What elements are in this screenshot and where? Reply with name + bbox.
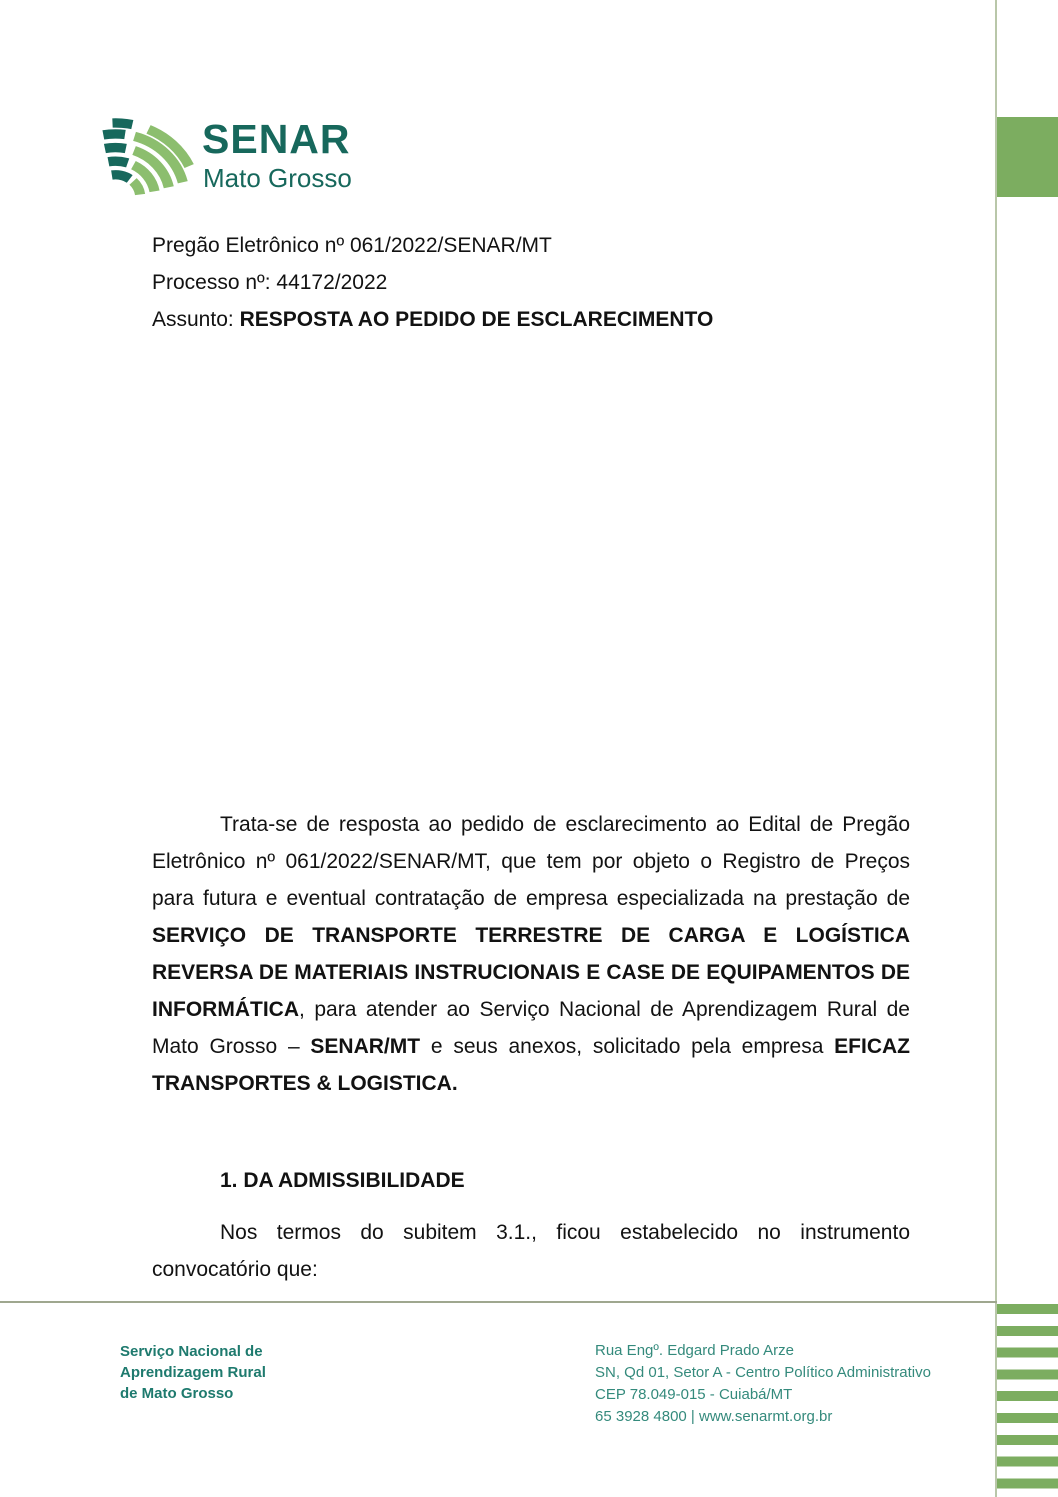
assunto-label: Assunto:	[152, 308, 240, 331]
senar-logo-mark-icon	[95, 111, 195, 196]
document-header	[152, 227, 912, 338]
paragraph1-text: Trata-se de resposta ao pedido de esclarecimento ao Edital de Pregão Eletrônico nº 061/2022/SENAR/MT, que tem por objeto o Registro de Preços para futura e eventual contratação de empresa especializada na prestação de	[152, 813, 910, 910]
top-right-green-block	[997, 117, 1058, 197]
footer-address-line: SN, Qd 01, Setor A - Centro Político Administrativo	[595, 1364, 931, 1381]
assunto-value: RESPOSTA AO PEDIDO DE ESCLARECIMENTO	[239, 308, 714, 331]
paragraph1-text: , para atender ao Serviço Nacional de Aprendizagem Rural de Mato Grosso –	[152, 998, 910, 1058]
paragraph1-senar-bold: SENAR/MT	[310, 1035, 421, 1058]
section-1-heading: 1. DA ADMISSIBILIDADE	[220, 1169, 465, 1192]
header-processo-line: Processo nº: 44172/2022	[152, 271, 388, 294]
bottom-right-stripes	[997, 1304, 1058, 1497]
footer-address-line: CEP 78.049-015 - Cuiabá/MT	[595, 1386, 793, 1403]
body-paragraph-2: Nos termos do subitem 3.1., ficou estabelecido no instrumento convocatório que:	[152, 1221, 910, 1281]
body-paragraph-1	[152, 806, 910, 1102]
paragraph1-company-bold: EFICAZ TRANSPORTES & LOGISTICA.	[152, 1035, 910, 1095]
footer-address	[595, 1340, 931, 1428]
footer-address-line: 65 3928 4800 | www.senarmt.org.br	[595, 1408, 833, 1425]
footer-address-line: Rua Engº. Edgard Prado Arze	[595, 1342, 794, 1359]
footer-organization	[120, 1341, 266, 1404]
paragraph1-text: e seus anexos, solicitado pela empresa	[420, 1035, 835, 1058]
footer-org-line: de Mato Grosso	[120, 1385, 234, 1402]
right-edge-rule	[995, 0, 997, 1497]
footer-org-line: Serviço Nacional de	[120, 1343, 263, 1360]
logo-region-text: Mato Grosso	[203, 163, 352, 193]
logo-brand-text: SENAR	[202, 116, 351, 162]
header-assunto-line	[152, 301, 912, 338]
paragraph1-object-bold: SERVIÇO DE TRANSPORTE TERRESTRE DE CARGA E LOGÍSTICA REVERSA DE MATERIAIS INSTRUCIONAIS E CASE DE EQUIPAMENTOS DE INFORMÁTICA	[152, 924, 910, 1021]
footer-org-line: Aprendizagem Rural	[120, 1364, 266, 1381]
header-pregao-line: Pregão Eletrônico nº 061/2022/SENAR/MT	[152, 234, 552, 257]
footer-divider-line	[0, 1301, 997, 1303]
